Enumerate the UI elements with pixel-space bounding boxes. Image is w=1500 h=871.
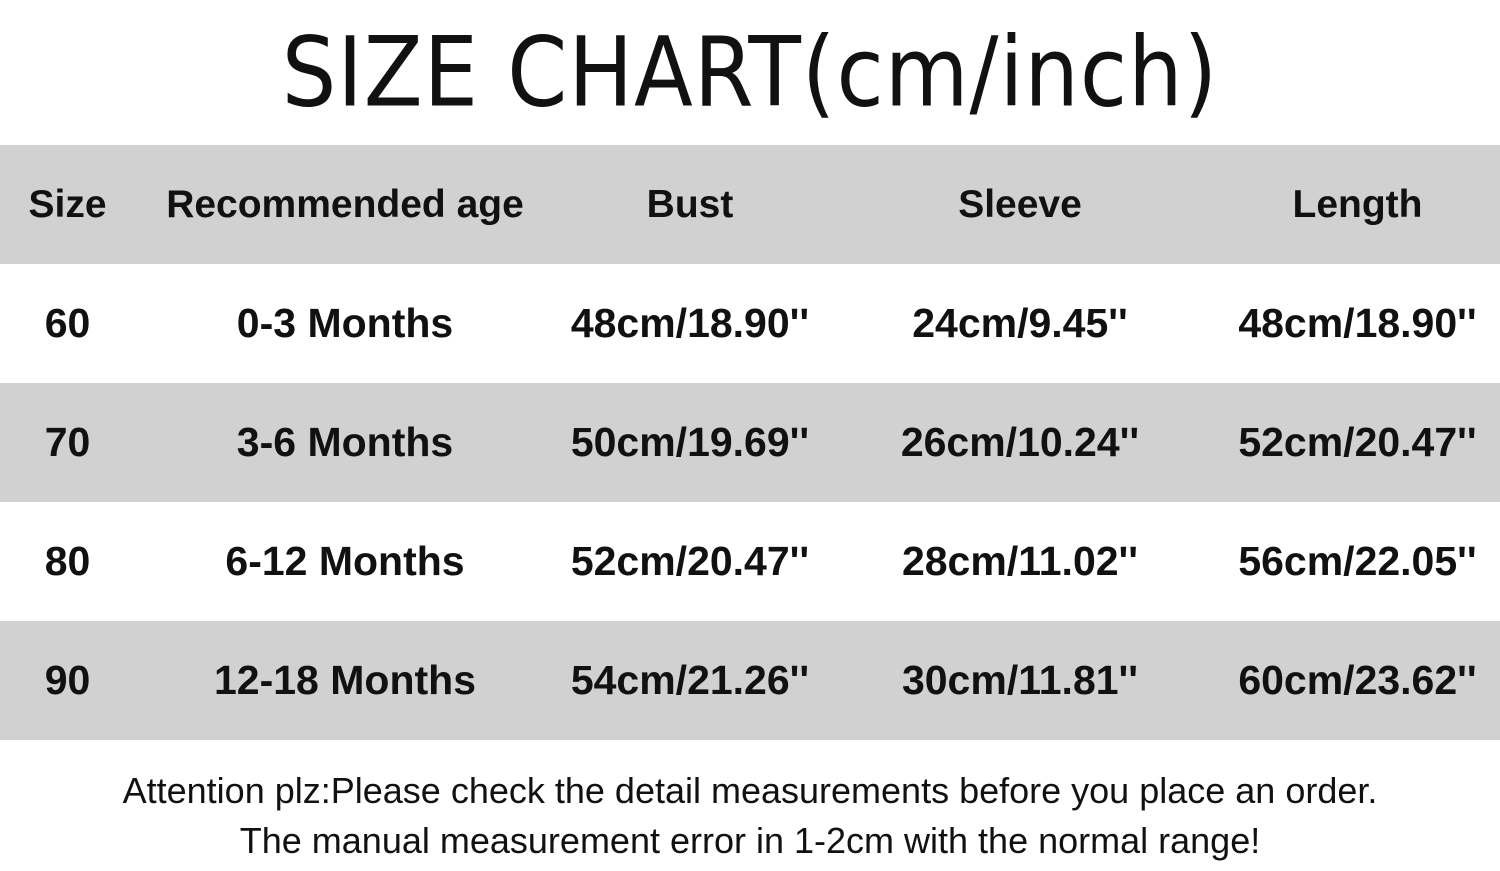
page-title-text: SIZE CHART(cm/inch) [281, 16, 1219, 129]
size-chart-table [0, 145, 1500, 740]
table-header-row [0, 145, 1500, 264]
table-row-size-90 [0, 621, 1500, 740]
cell-length: 60cm/23.62'' [1238, 657, 1477, 703]
attention-note-line1: Attention plz:Please check the detail measurements before you place an order. [122, 770, 1378, 811]
cell-sleeve: 24cm/9.45'' [912, 300, 1128, 346]
cell-bust: 54cm/21.26'' [570, 657, 810, 703]
cell-bust: 48cm/18.90'' [570, 300, 810, 346]
cell-bust: 50cm/19.69'' [570, 419, 810, 465]
cell-size: 90 [44, 657, 91, 703]
column-header-length: Length [1292, 182, 1423, 226]
table-row-size-60 [0, 264, 1500, 383]
cell-recommended-age: 3-6 Months [236, 419, 454, 465]
cell-bust: 52cm/20.47'' [570, 538, 810, 584]
table-row-size-70 [0, 383, 1500, 502]
cell-recommended-age: 12-18 Months [214, 657, 476, 703]
column-header-bust: Bust [646, 182, 734, 226]
column-header-recommended-age: Recommended age [166, 182, 524, 226]
cell-length: 48cm/18.90'' [1238, 300, 1477, 346]
cell-length: 56cm/22.05'' [1238, 538, 1477, 584]
table-row-size-80 [0, 502, 1500, 621]
attention-note-line2: The manual measurement error in 1-2cm with the normal range! [239, 820, 1261, 861]
cell-size: 60 [44, 300, 91, 346]
cell-recommended-age: 6-12 Months [225, 538, 465, 584]
column-header-size: Size [28, 182, 107, 226]
page-title [0, 0, 1500, 145]
cell-sleeve: 30cm/11.81'' [901, 657, 1139, 703]
cell-size: 70 [44, 419, 91, 465]
cell-sleeve: 28cm/11.02'' [901, 538, 1139, 584]
cell-sleeve: 26cm/10.24'' [900, 419, 1140, 465]
attention-note [0, 766, 1500, 866]
cell-recommended-age: 0-3 Months [236, 300, 454, 346]
column-header-sleeve: Sleeve [958, 182, 1082, 226]
cell-length: 52cm/20.47'' [1238, 419, 1477, 465]
cell-size: 80 [44, 538, 91, 584]
